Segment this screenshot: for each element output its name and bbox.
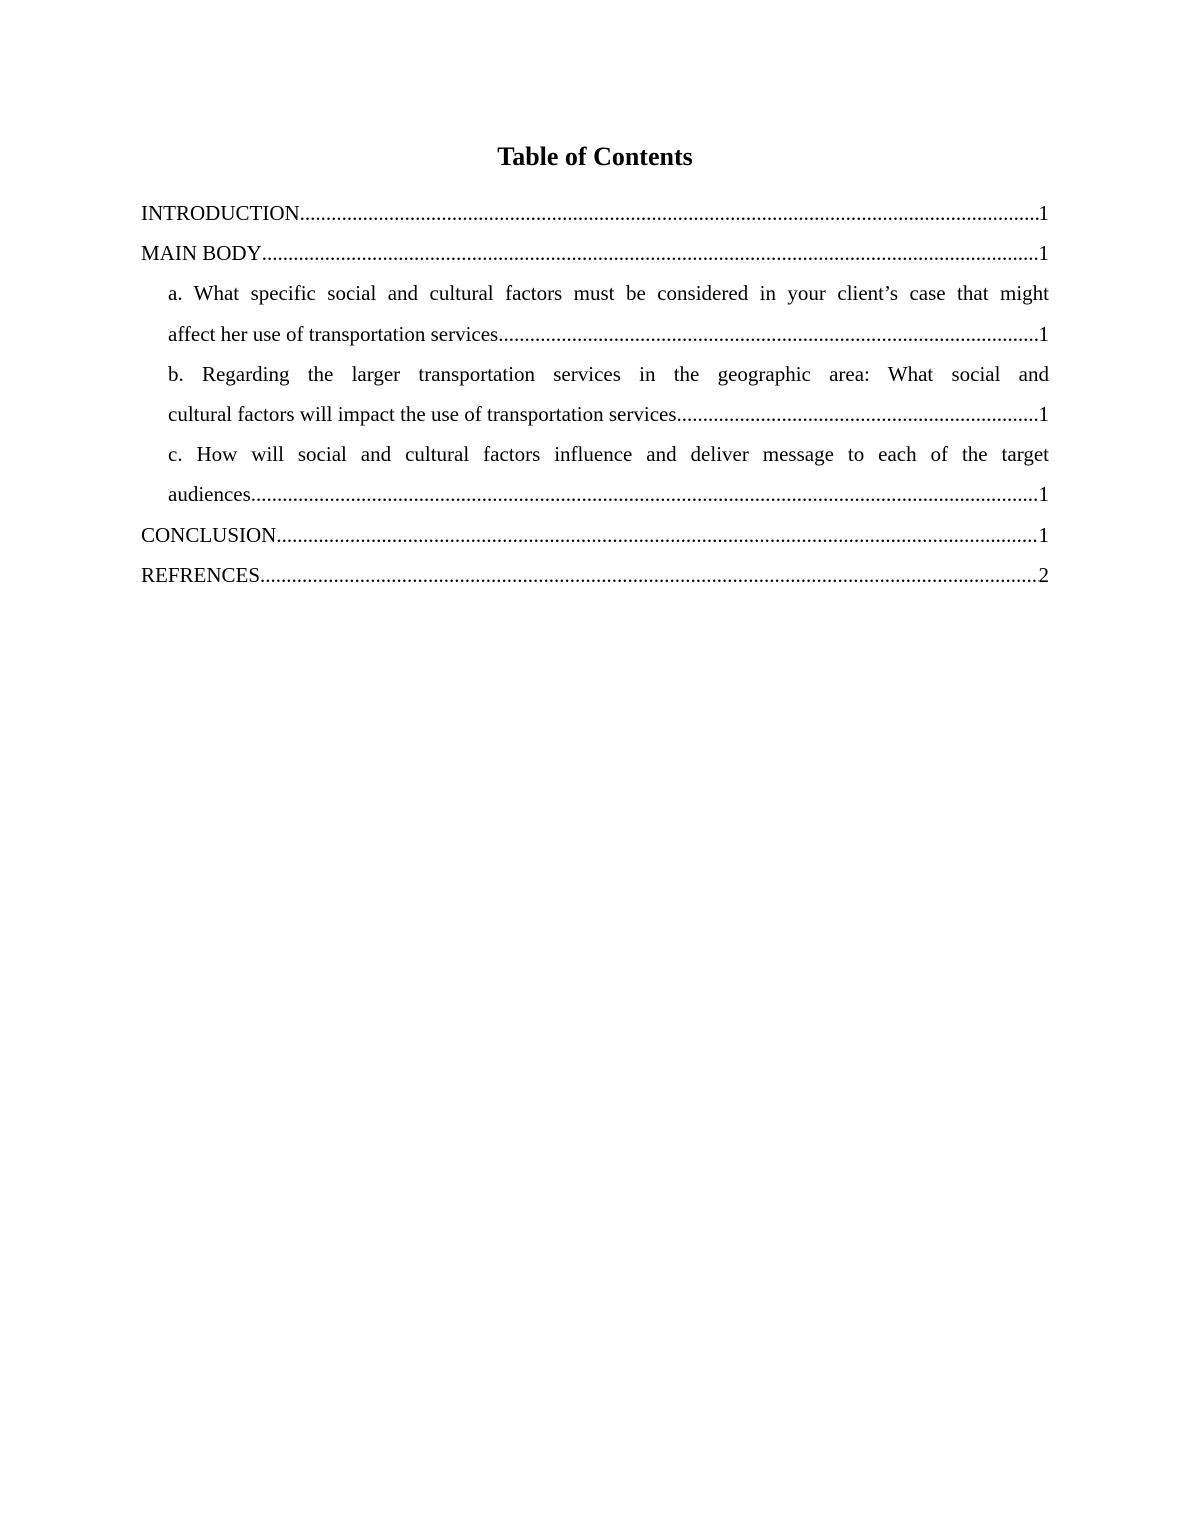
dot-leader: [260, 555, 1038, 595]
toc-entry-label: affect her use of transportation services: [168, 321, 499, 346]
toc-entry-section-a[interactable]: [141, 273, 1049, 353]
toc-entry-line: [141, 555, 1049, 595]
toc-entry-section-b[interactable]: [141, 354, 1049, 434]
toc-entry-line: [141, 193, 1049, 233]
toc-entry-label: audiences: [168, 482, 251, 507]
dot-leader: [677, 394, 1039, 434]
toc-entry-introduction[interactable]: [141, 193, 1049, 233]
toc-page-number: 1: [1038, 321, 1049, 346]
dot-leader: [262, 233, 1039, 273]
toc-page-number: 2: [1038, 562, 1049, 587]
toc-entry-first-line: a. What specific social and cultural factors must be considered in your client’s case that might: [168, 281, 1049, 306]
toc-entry-section-c[interactable]: [141, 434, 1049, 514]
toc-page-number: 1: [1038, 522, 1049, 547]
toc-entry-first-line: c. How will social and cultural factors influence and deliver message to each of the target: [168, 442, 1049, 467]
toc-entry-line: [168, 314, 1049, 354]
toc-entry-line: [168, 474, 1049, 514]
dot-leader: [498, 314, 1038, 354]
toc-entry-label: REFRENCES: [141, 562, 261, 587]
toc-list: [141, 193, 1049, 595]
toc-page-number: 1: [1038, 241, 1049, 266]
toc-title: Table of Contents: [497, 142, 693, 171]
dot-leader: [251, 474, 1039, 514]
toc-entry-references[interactable]: [141, 555, 1049, 595]
toc-entry-line: [141, 515, 1049, 555]
toc-entry-line: [141, 233, 1049, 273]
toc-entry-line: [168, 394, 1049, 434]
toc-entry-first-line: b. Regarding the larger transportation services in the geographic area: What social and: [168, 361, 1049, 386]
toc-page-number: 1: [1038, 482, 1049, 507]
toc-entry-label: CONCLUSION: [141, 522, 277, 547]
toc-page-number: 1: [1038, 402, 1049, 427]
toc-entry-label: cultural factors will impact the use of transportation services: [168, 402, 677, 427]
dot-leader: [276, 515, 1038, 555]
toc-entry-label: INTRODUCTION: [141, 201, 300, 225]
toc-entry-conclusion[interactable]: [141, 515, 1049, 555]
toc-entry-main-body[interactable]: [141, 233, 1049, 273]
dot-leader: [300, 193, 1039, 233]
toc-page-number: 1: [1038, 201, 1049, 225]
toc-entry-label: MAIN BODY: [141, 241, 262, 266]
